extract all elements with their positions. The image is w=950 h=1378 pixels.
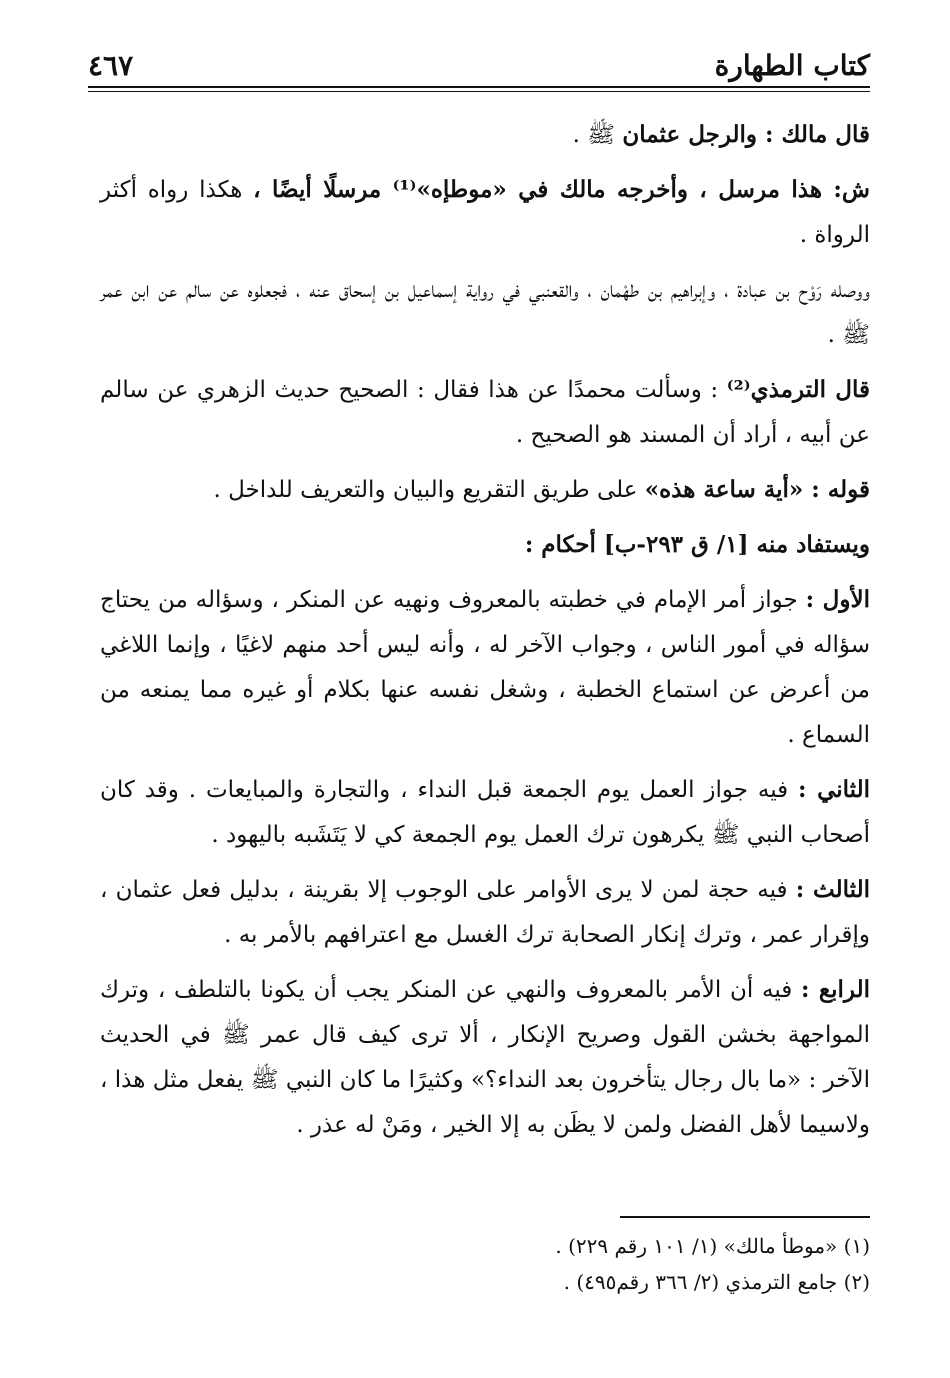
paragraph-lead: الرابع : xyxy=(800,976,870,1003)
paragraph-text: فيه حجة لمن لا يرى الأوامر على الوجوب إلا بقرينة ، بدليل فعل عثمان ، وإقرار عمر ، وترك إنكار الصحابة ترك الغسل مع اعترافهم بالأمر به . xyxy=(100,877,870,948)
paragraph-lead: الأول : xyxy=(805,586,871,613)
paragraph-text: هكذا رواه أكثر الرواة . xyxy=(100,177,870,248)
paragraph xyxy=(100,967,870,1148)
paragraph xyxy=(100,267,870,358)
paragraph-text: : وسألت محمدًا عن هذا فقال : الصحيح حديث الزهري عن سالم عن أبيه ، أراد أن المسند هو الصحيح . xyxy=(100,377,870,448)
paragraph-text: ووصله رَوْح بن عبادة ، وإبراهيم بن طهْمان ، والقعنبي في رواية إسماعيل بن إسحاق عنه ، فجعلوه عن سالم عن ابن عمر ﷺ . xyxy=(100,277,870,348)
footnote-rule xyxy=(620,1216,870,1218)
paragraph xyxy=(100,522,870,568)
paragraph-text: جواز أمر الإمام في خطبته بالمعروف ونهيه عن المنكر ، وسؤاله من يحتاج سؤاله في أمور الناس ، وجواب الآخر له ، وأنه ليس أحد منهم لاغيًا ، وإنما اللاغي من أعرض عن استماع الخطبة ، وشغل نفسه عنها بكلام أو غيره مما يمنعه من السماع . xyxy=(100,587,870,748)
footnote: (٢) جامع الترمذي (٢/ ٣٦٦ رقم٤٩٥) . xyxy=(563,1270,870,1294)
paragraph xyxy=(100,867,870,958)
footnotes xyxy=(100,1228,870,1300)
header-rule xyxy=(88,86,870,88)
paragraph-text: فيه أن الأمر بالمعروف والنهي عن المنكر يجب أن يكونا بالتلطف ، وترك المواجهة بخشن القول وصريح الإنكار ، ألا ترى كيف قال عمر ﷺ في الحديث الآخر : «ما بال رجال يتأخرون بعد النداء؟» وكثيرًا ما كان النبي ﷺ يفعل مثل هذا ، ولاسيما لأهل الفضل ولمن لا يظَن به إلا الخير ، ومَنْ له عذر . xyxy=(100,977,870,1138)
chapter-title: كتاب الطهارة xyxy=(714,49,870,82)
paragraph xyxy=(100,767,870,858)
paragraph-text: ﷺ . xyxy=(572,122,623,148)
paragraph-lead: قال الترمذي⁽²⁾ xyxy=(726,376,871,403)
paragraph-text: فيه جواز العمل يوم الجمعة قبل النداء ، والتجارة والمبايعات . وقد كان أصحاب النبي ﷺ يكرهون ترك العمل يوم الجمعة كي لا يَتَشَبه باليهود . xyxy=(100,777,870,848)
footnote: (١) «موطأ مالك» (١/ ١٠١ رقم ٢٢٩) . xyxy=(555,1234,870,1258)
paragraph xyxy=(100,112,870,158)
paragraph xyxy=(100,577,870,758)
page-body xyxy=(100,112,870,1157)
paragraph xyxy=(100,467,870,513)
paragraph-lead: ويستفاد منه xyxy=(756,531,870,558)
page-header xyxy=(88,34,870,82)
paragraph-lead: قال مالك : والرجل عثمان xyxy=(622,121,870,148)
paragraph xyxy=(100,367,870,458)
paragraph-text: [١/ ق ٢٩٣-ب] أحكام : xyxy=(524,531,757,558)
paragraph-lead: ش: هذا مرسل ، وأخرجه مالك في «موطإه»⁽¹⁾ مرسلًا أيضًا ، xyxy=(253,176,871,203)
paragraph-lead: قوله : «أية ساعة هذه» xyxy=(644,476,870,503)
paragraph-lead: الثاني : xyxy=(798,776,870,803)
paragraph-lead: الثالث : xyxy=(795,876,870,903)
header-rule-thin xyxy=(88,91,870,92)
page-number: ٤٦٧ xyxy=(88,49,134,82)
paragraph-text: على طريق التقريع والبيان والتعريف للداخل . xyxy=(213,477,645,503)
paragraph xyxy=(100,167,870,258)
